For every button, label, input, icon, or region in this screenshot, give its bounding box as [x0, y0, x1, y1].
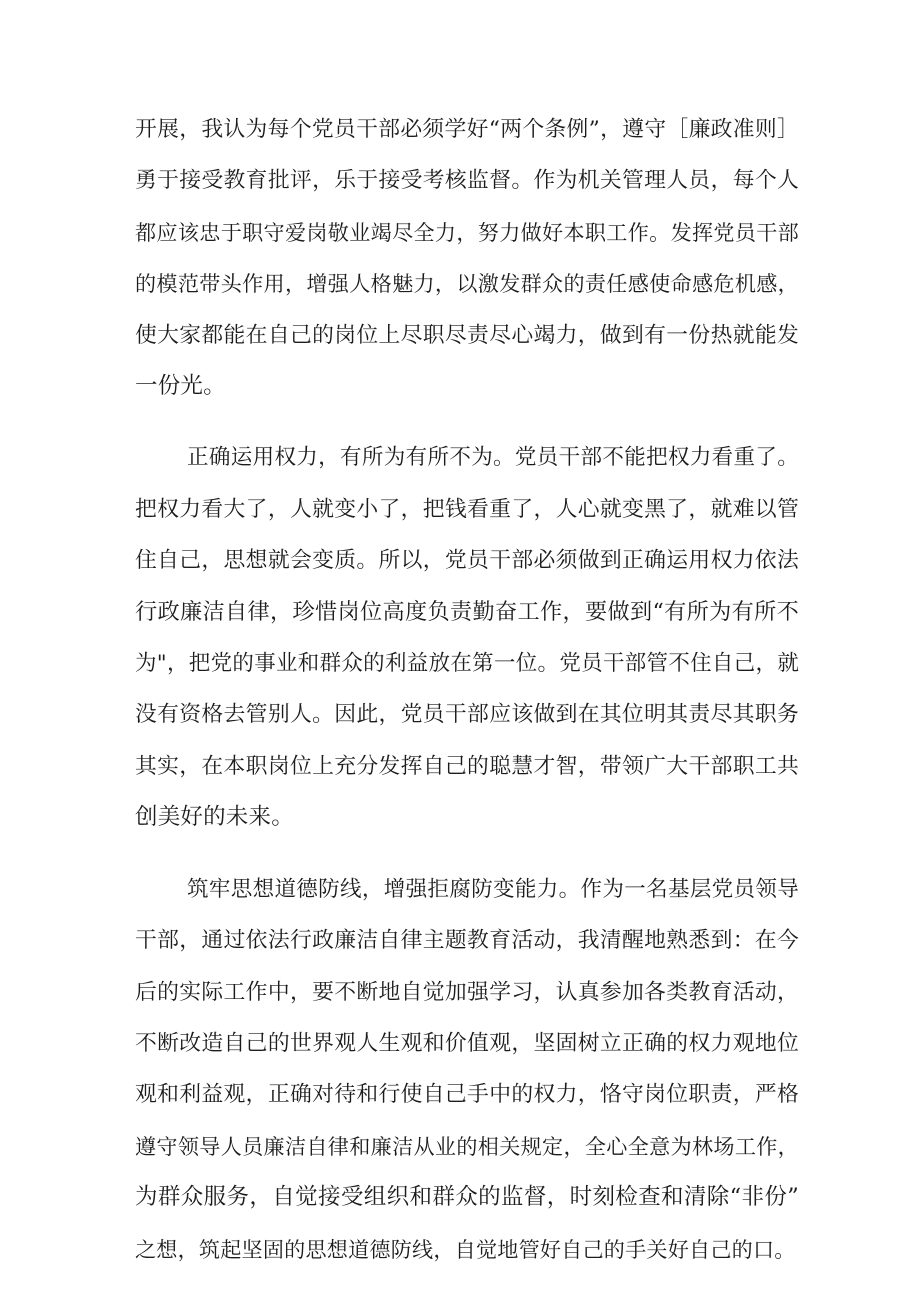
- text-line: 为群众服务，自觉接受组织和群众的监督，时刻检查和清除“非份”: [135, 1184, 799, 1211]
- text-line: 开展，我认为每个党员干部必须学好“两个条例”，遵守［廉政准则］: [135, 117, 799, 142]
- text-line: 干部，通过依法行政廉洁自律主题教育活动，我清醒地熟悉到：在今: [135, 928, 799, 954]
- paragraph-3: [135, 864, 799, 1275]
- text-line: 一份光。: [135, 373, 226, 400]
- document-body: [135, 104, 799, 1295]
- paragraph-2: [135, 432, 799, 843]
- text-line: 的模范带头作用，增强人格魅力，以激发群众的责任感使命感危机感，: [135, 271, 799, 297]
- text-line: 勇于接受教育批评，乐于接受考核监督。作为机关管理人员，每个人: [135, 168, 799, 194]
- text-line: 后的实际工作中，要不断地自觉加强学习，认真参加各类教育活动，: [135, 979, 799, 1005]
- text-line: 不断改造自己的世界观人生观和价值观，坚固树立正确的权力观地位: [135, 1030, 799, 1056]
- text-line: 都应该忠于职守爱岗敬业竭尽全力，努力做好本职工作。发挥党员干部: [135, 219, 799, 245]
- text-line: 为"，把党的事业和群众的利益放在第一位。党员干部管不住自己，就: [135, 651, 799, 677]
- paragraph-1: [135, 104, 799, 412]
- text-line: 没有资格去管别人。因此，党员干部应该做到在其位明其责尽其职务: [135, 702, 799, 728]
- text-line: 住自己，思想就会变质。所以，党员干部必须做到正确运用权力依法: [135, 548, 799, 574]
- text-line: 遵守领导人员廉洁自律和廉洁从业的相关规定，全心全意为林场工作，: [135, 1133, 799, 1159]
- text-line: 之想，筑起坚固的思想道德防线，自觉地管好自己的手关好自己的口。: [135, 1236, 796, 1262]
- text-line: 创美好的未来。: [135, 804, 294, 831]
- text-line: 筑牢思想道德防线，增强拒腐防变能力。作为一名基层党员领导: [187, 876, 799, 902]
- text-line: 把权力看大了，人就变小了，把钱看重了，人心就变黑了，就难以管: [135, 496, 799, 522]
- text-line: 观和利益观，正确对待和行使自己手中的权力，恪守岗位职责，严格: [135, 1082, 799, 1108]
- text-line: 正确运用权力，有所为有所不为。党员干部不能把权力看重了。: [187, 445, 799, 471]
- text-line: 其实，在本职岗位上充分发挥自己的聪慧才智，带领广大干部职工共: [135, 753, 799, 779]
- text-line: 使大家都能在自己的岗位上尽职尽责尽心竭力，做到有一份热就能发: [135, 322, 799, 348]
- text-line: 行政廉洁自律，珍惜岗位高度负责勤奋工作，要做到“有所为有所不: [135, 598, 799, 625]
